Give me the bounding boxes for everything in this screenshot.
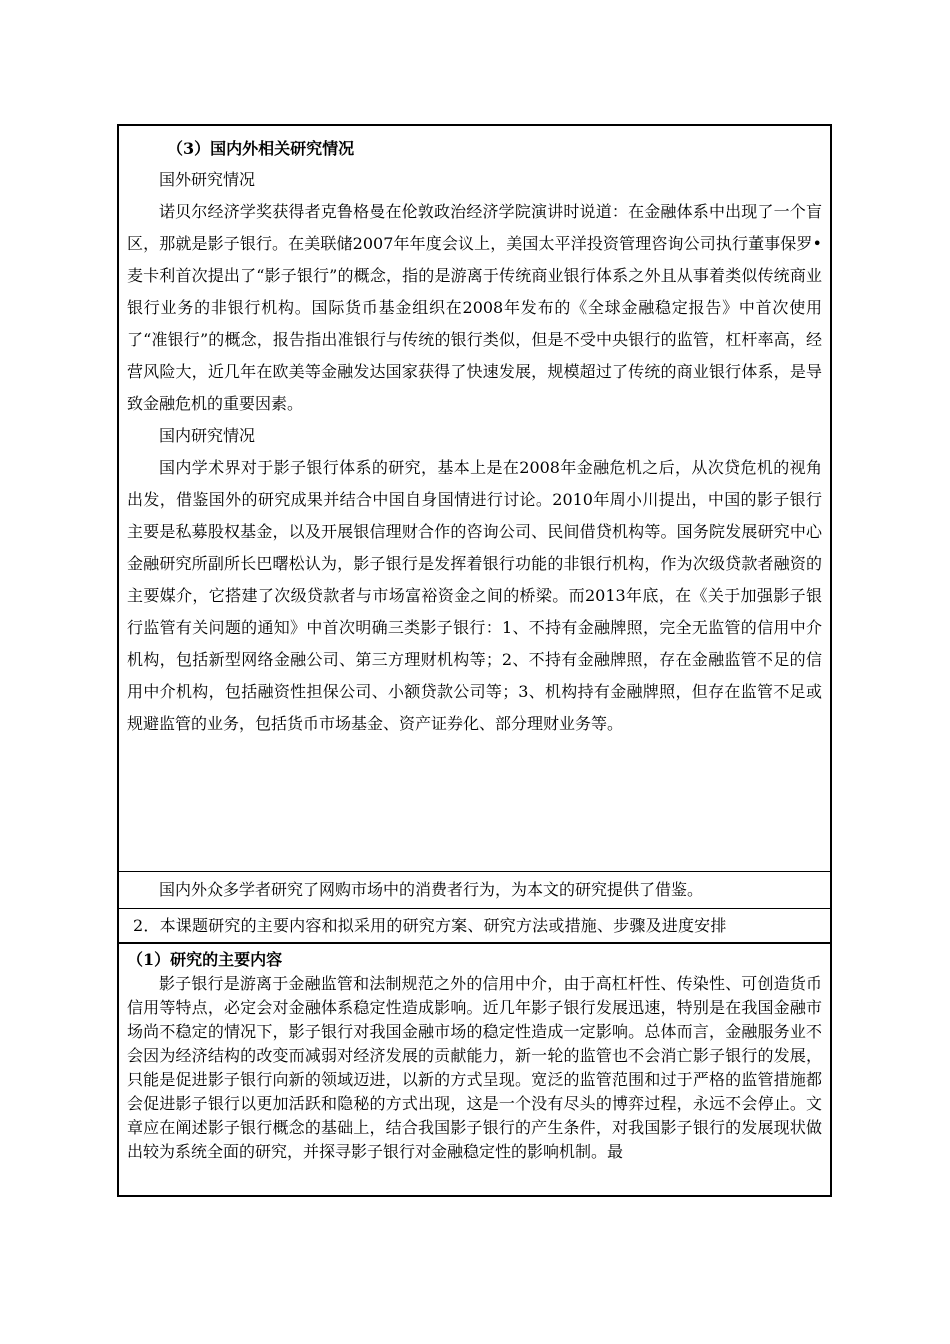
main-content-section xyxy=(119,942,830,1195)
research-status-section xyxy=(119,126,830,871)
main-content-heading: （1）研究的主要内容 xyxy=(127,950,283,969)
research-heading: （3）国内外相关研究情况 xyxy=(167,139,355,158)
foreign-research-title: 国外研究情况 xyxy=(159,170,256,189)
domestic-research-paragraph: 国内学术界对于影子银行体系的研究，基本上是在2008年金融危机之后，从次贷危机的视角出发，借鉴国外的研究成果并结合中国自身国情进行讨论。2010年周小川提出，中国的影子银行主要是私募股权基金，以及开展银信理财合作的咨询公司、民间借贷机构等。国务院发展研究中心金融研究所副所长巴曙松认为，影子银行是发挥着银行功能的非银行机构，作为次级贷款者融资的主要媒介，它搭建了次级贷款者与市场富裕资金之间的桥梁。而2013年底，在《关于加强影子银行监管有关问题的通知》中首次明确三类影子银行：1、不持有金融牌照，完全无监管的信用中介机构，包括新型网络金融公司、第三方理财机构等；2、不持有金融牌照，存在金融监管不足的信用中介机构，包括融资性担保公司、小额贷款公司等；3、机构持有金融牌照，但存在监管不足或规避监管的业务，包括货币市场基金、资产证券化、部分理财业务等。 xyxy=(127,458,822,733)
research-summary-row xyxy=(119,871,830,908)
topic-section-title: 2．本课题研究的主要内容和拟采用的研究方案、研究方法或措施、步骤及进度安排 xyxy=(133,915,727,935)
foreign-research-paragraph: 诺贝尔经济学奖获得者克鲁格曼在伦敦政治经济学院演讲时说道：在金融体系中出现了一个盲区，那就是影子银行。在美联储2007年年度会议上，美国太平洋投资管理咨询公司执行董事保罗•麦卡利首次提出了“影子银行”的概念，指的是游离于传统商业银行体系之外且从事着类似传统商业银行业务的非银行机构。国际货币基金组织在2008年发布的《全球金融稳定报告》中首次使用了“准银行”的概念，报告指出准银行与传统的银行类似，但是不受中央银行的监管，杠杆率高，经营风险大，近几年在欧美等金融发达国家获得了快速发展，规模超过了传统的商业银行体系，是导致金融危机的重要因素。 xyxy=(127,202,822,413)
document-table xyxy=(117,124,832,1197)
domestic-research-title: 国内研究情况 xyxy=(159,426,256,445)
topic-section-header-row xyxy=(119,908,830,942)
research-summary-text: 国内外众多学者研究了网购市场中的消费者行为，为本文的研究提供了借鉴。 xyxy=(159,880,704,899)
main-content-paragraph: 影子银行是游离于金融监管和法制规范之外的信用中介，由于高杠杆性、传染性、可创造货币信用等特点，必定会对金融体系稳定性造成影响。近几年影子银行发展迅速，特别是在我国金融市场尚不稳定的情况下，影子银行对我国金融市场的稳定性造成一定影响。总体而言，金融服务业不会因为经济结构的改变而减弱对经济发展的贡献能力，新一轮的监管也不会消亡影子银行的发展，只能是促进影子银行向新的领域迈进，以新的方式呈现。宽泛的监管范围和过于严格的监管措施都会促进影子银行以更加活跃和隐秘的方式出现，这是一个没有尽头的博弈过程，永远不会停止。文章应在阐述影子银行概念的基础上，结合我国影子银行的产生条件，对我国影子银行的发展现状做出较为系统全面的研究，并探寻影子银行对金融稳定性的影响机制。最 xyxy=(127,974,822,1161)
